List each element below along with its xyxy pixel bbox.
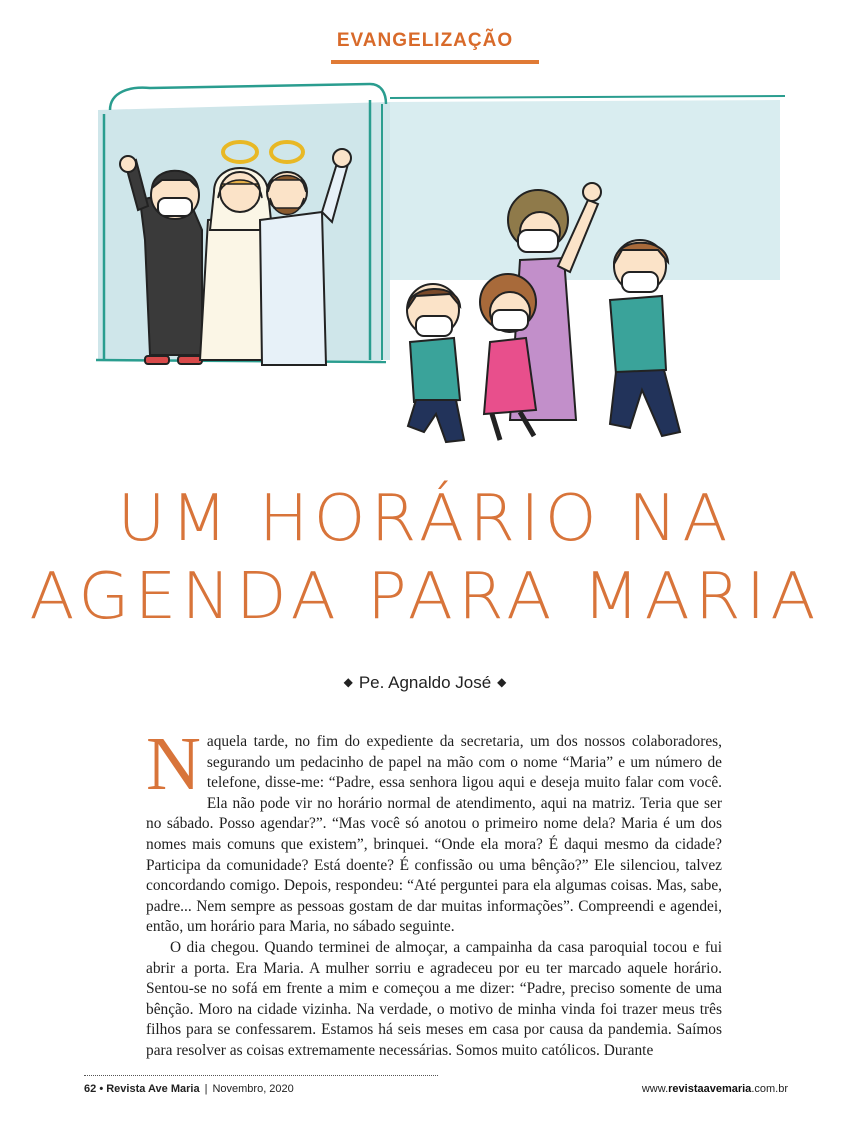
article-title (0, 480, 850, 636)
paragraph-1-text: aquela tarde, no fim do expediente da secretaria, um dos nossos colaboradores, segurando um pedacinho de papel na mão com o nome “Maria” e um número de telefone, disse-me: “Padre, essa senhora ligou aqui e deseja muito falar com você. Ela não pode vir no horário normal de atendimento, aqui na matriz. Teria que ser no sábado. Posso agendar?”. “Mas você só anotou o primeiro nome dela? Maria é um dos nomes mais comuns que existem”, brinquei. “Onde ela mora? É daqui mesmo da cidade? Participa da comunidade? Está doente? É confissão ou uma bênção?” Ele silenciou, talvez concordando comigo. Depois, respondeu: “Até perguntei para ela algumas coisas. Mas, sabe, padre... Nem sempre as pessoas gostam de dar muitas informações”. Compreendi e agendei, então, um horário para Maria, no sábado seguinte. (146, 733, 722, 936)
url-brand: revistaavemaria (668, 1083, 752, 1095)
article-body (146, 722, 722, 1062)
footer-rule (84, 1075, 438, 1076)
website-url[interactable] (642, 1083, 788, 1095)
drop-cap: N (146, 722, 201, 806)
diamond-icon: ◆ (343, 675, 353, 689)
footer-divider: | (204, 1083, 208, 1095)
paragraph-1 (146, 722, 722, 938)
church-family-illustration-icon (90, 80, 790, 460)
url-prefix: www. (641, 1083, 669, 1095)
article-title-line-2: AGENDA PARA MARIA (29, 560, 821, 634)
footer-bullet: • (99, 1083, 104, 1095)
author-name: Pe. Agnaldo José (358, 673, 492, 692)
diamond-icon: ◆ (497, 675, 507, 689)
section-label: EVANGELIZAÇÃO (336, 30, 514, 51)
url-suffix: .com.br (751, 1083, 788, 1095)
magazine-name: Revista Ave Maria (106, 1083, 200, 1095)
issue-date: Novembro, 2020 (212, 1083, 294, 1095)
footer-left (84, 1083, 294, 1095)
byline (0, 673, 850, 693)
paragraph-2: O dia chegou. Quando terminei de almoçar, a campainha da casa paroquial tocou e fui abrir a porta. Era Maria. A mulher sorriu e agradeceu por eu ter marcado aquele horário. Sentou-se no sofá em frente a mim e começou a me dizer: “Padre, preciso somente de uma bênção. Moro na cidade vizinha. Na verdade, o motivo de minha vinda foi trazer meus três filhos para se confessarem. Estamos há seis meses em casa por causa da pandemia. Saímos para resolver as coisas extremamente necessárias. Somos muito católicos. Durante (146, 938, 722, 1059)
section-rule (331, 60, 539, 64)
page-number: 62 (84, 1083, 97, 1095)
article-title-line-1: UM HORÁRIO NA (117, 482, 733, 556)
